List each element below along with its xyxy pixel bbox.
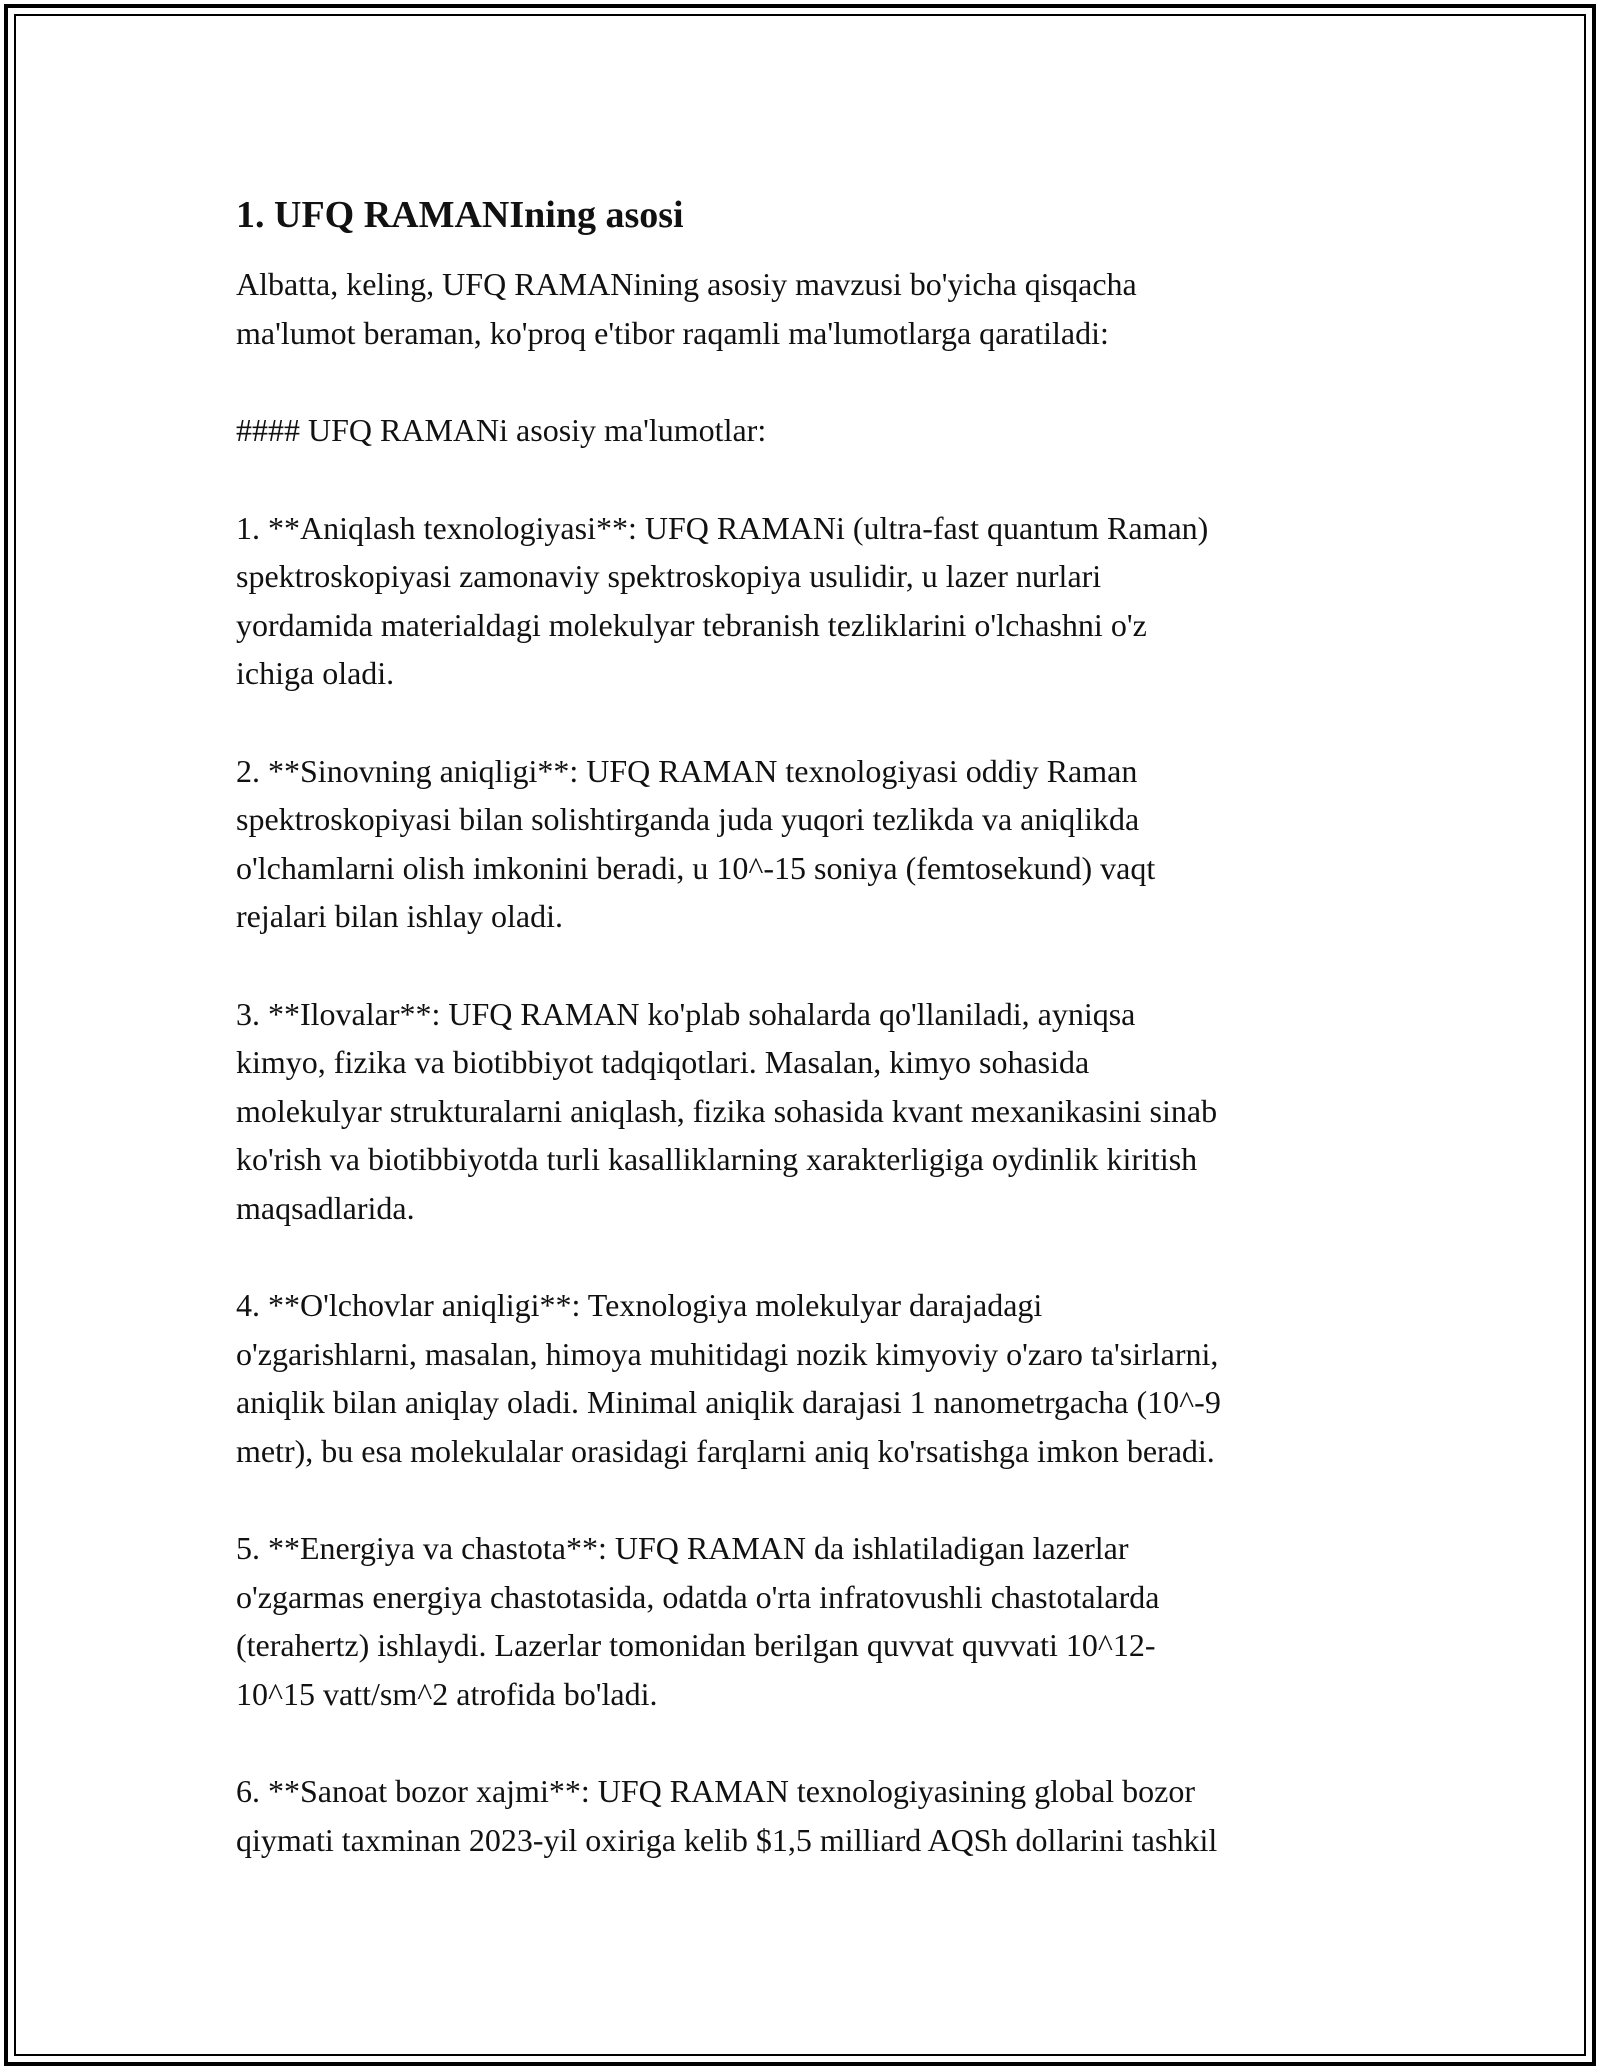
section-heading: 1. UFQ RAMANIning asosi — [236, 194, 684, 236]
list-item-1: 1. **Aniqlash texnologiyasi**: UFQ RAMANi (ultra-fast quantum Raman) spektroskopiyasi zamonaviy spektroskopiya usulidir, u lazer nurlari yordamida materialdagi molekulyar tebranish tezliklarini o'lchashni o'z ichiga oladi. — [236, 509, 1209, 691]
list-item-4: 4. **O'lchovlar aniqligi**: Texnologiya molekulyar darajadagi o'zgarishlarni, masalan, himoya muhitidagi nozik kimyoviy o'zaro ta'sirlarni, aniqlik bilan aniqlay oladi. Minimal aniqlik darajasi 1 nanometrgacha (10^-9 metr), bu esa molekulalar orasidagi farqlarni aniq ko'rsatishga imkon beradi. — [236, 1287, 1221, 1469]
list-item-3: 3. **Ilovalar**: UFQ RAMAN ko'plab sohalarda qo'llaniladi, ayniqsa kimyo, fizika va biotibbiyot tadqiqotlari. Masalan, kimyo sohasida molekulyar strukturalarni aniqlash, fizika sohasida kvant mexanikasini sinab ko'rish va biotibbiyotda turli kasalliklarning xarakterligiga oydinlik kiritish maqsadlarida. — [236, 995, 1218, 1226]
list-item-2: 2. **Sinovning aniqligi**: UFQ RAMAN texnologiyasi oddiy Raman spektroskopiyasi bilan solishtirganda juda yuqori tezlikda va aniqlikda o'lchamlarni olish imkonini beradi, u 10^-15 soniya (femtosekund) vaqt rejalari bilan ishlay oladi. — [236, 752, 1156, 934]
subheading-line: #### UFQ RAMANi asosiy ma'lumotlar: — [236, 412, 767, 448]
intro-paragraph: Albatta, keling, UFQ RAMANining asosiy mavzusi bo'yicha qisqacha ma'lumot beraman, ko'proq e'tibor raqamli ma'lumotlarga qaratiladi: — [236, 266, 1137, 351]
document-body — [236, 184, 1376, 1913]
list-item-5: 5. **Energiya va chastota**: UFQ RAMAN da ishlatiladigan lazerlar o'zgarmas energiya chastotasida, odatda o'rta infratovushli chastotalarda (terahertz) ishlaydi. Lazerlar tomonidan berilgan quvvat quvvati 10^12- 10^15 vatt/sm^2 atrofida bo'ladi. — [236, 1530, 1160, 1712]
list-item-6: 6. **Sanoat bozor xajmi**: UFQ RAMAN texnologiyasining global bozor qiymati taxminan 2023-yil oxiriga kelib $1,5 milliard AQSh dollarini tashkil — [236, 1773, 1218, 1858]
